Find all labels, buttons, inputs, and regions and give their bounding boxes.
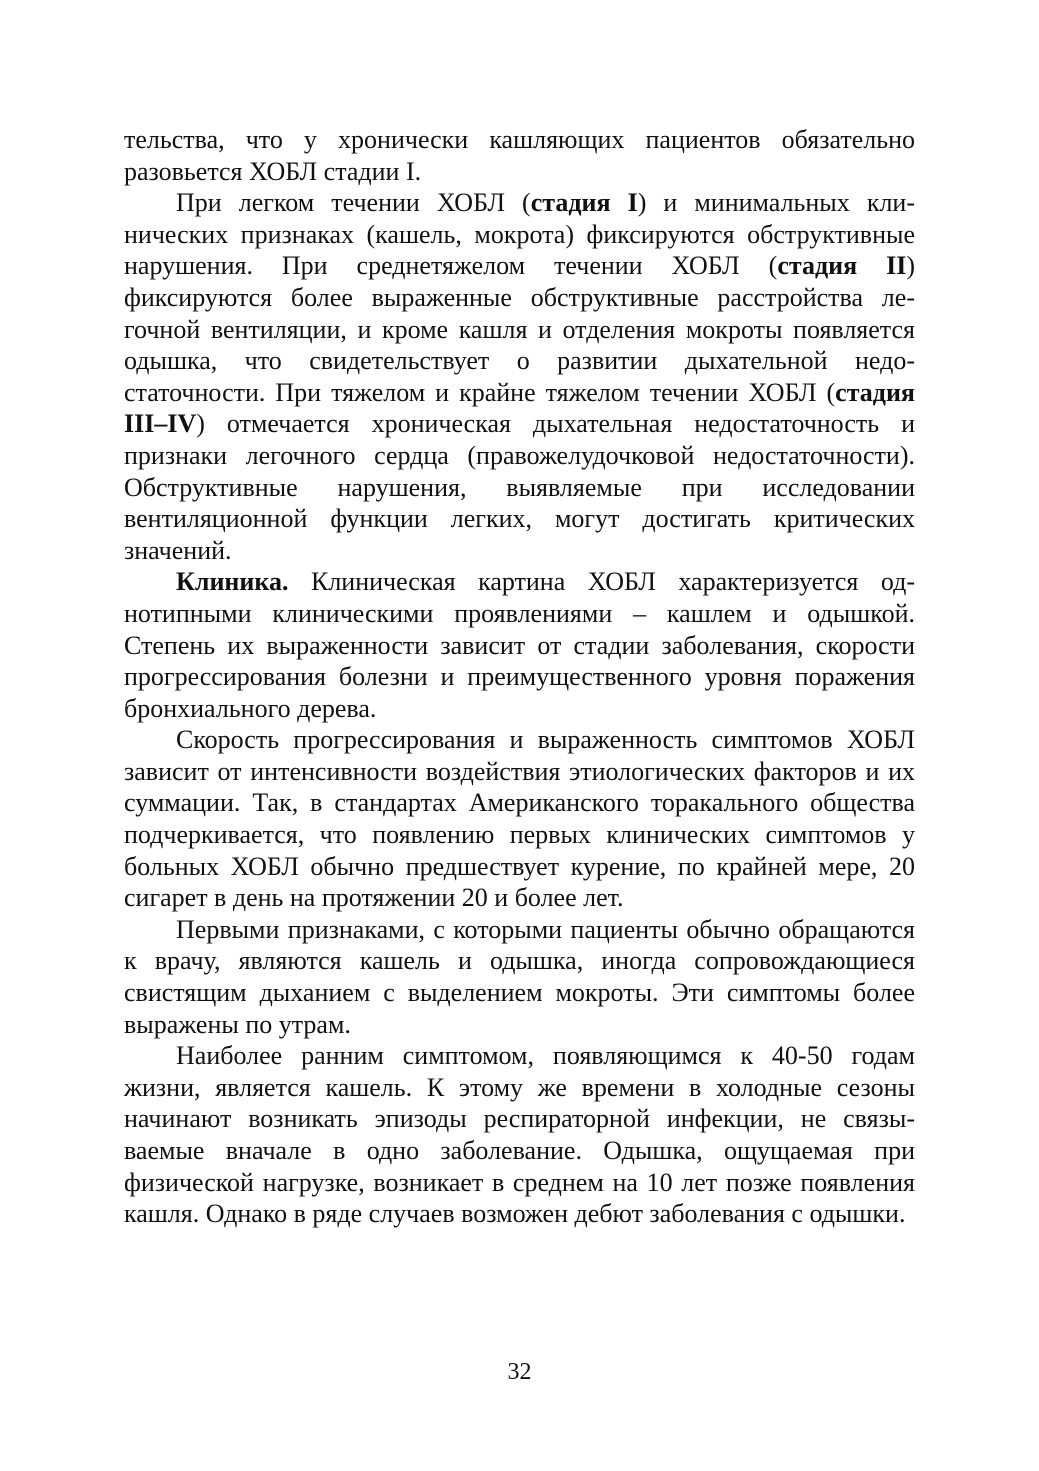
section-heading-clinic: Клиника. xyxy=(176,567,289,597)
paragraph-continuation: тельства, что у хронически кашляющих пациентов обязательно разовьется ХОБЛ стадии I. xyxy=(124,125,915,186)
stage-1-term: стадия I xyxy=(530,188,638,218)
paragraph-first-signs: Первыми признаками, с которыми пациенты обычно обращаются к врачу, являются кашель и одышка, иногда сопровождающиеся свистящим дыханием с выделением мокроты. Эти симптомы более выражены по утрам. xyxy=(124,914,915,1039)
page-body xyxy=(124,124,915,1230)
paragraph-clinic xyxy=(124,566,915,724)
paragraph-progression: Скорость прогрессирования и выраженность симптомов ХОБЛ зависит от интенсивности воздействия этиологических факторов и их суммации. Так, в стандартах Американского торакального общества подчеркивается, что появлению первых клинических симптомов у больных ХОБЛ обычно предшествует курение, по крайней мере, 20 сигарет в день на протяжении 20 и более лет. xyxy=(124,725,915,913)
stage-3-4-term: стадия III–IV xyxy=(124,377,915,439)
paragraph-stages-text-4: ) отмечается хроническая дыхательная недостаточность и признаки легочного сердца (правожелудочковой недостаточности). Обструктивные нарушения, выявляемые при исследовании вентиляционной функции легких, могут достигать критических значений. xyxy=(124,409,915,565)
paragraph-stages-text-3: ) фиксируются более выраженные обструктивные расстройства легочной вентиляции, и кроме кашля и отделения мокроты появляется одышка, что свидетельствует о развитии дыхательной недостаточности. При тяжелом и крайне тяжелом течении ХОБЛ ( xyxy=(124,251,915,407)
paragraph-stages-text-2: ) и минимальных клинических признаках (кашель, мокрота) фиксируются обструктивные нарушения. При среднетяжелом течении ХОБЛ ( xyxy=(124,188,916,281)
stage-2-term: стадия II xyxy=(777,251,907,281)
paragraph-earliest-symptom: Наиболее ранним симптомом, появляющимся к 40-50 годам жизни, является кашель. К этому же времени в холодные сезоны начинают возникать эпизоды респираторной инфекции, не связываемые вначале в одно заболевание. Одышка, ощущаемая при физической нагрузке, возникает в среднем на 10 лет позже появления кашля. Однако в ряде случаев возможен дебют заболевания с одышки. xyxy=(124,1041,915,1229)
paragraph-clinic-text: Клиническая картина ХОБЛ характеризуется однотипными клиническими проявлениями – кашлем и одышкой. Степень их выраженности зависит от стадии заболевания, скорости прогрессирования болезни и преимущественного уровня поражения бронхиального дерева. xyxy=(124,567,915,723)
paragraph-stages xyxy=(124,187,915,566)
paragraph-stages-text-1: При легком течении ХОБЛ ( xyxy=(176,188,531,218)
page-number: 32 xyxy=(507,1359,532,1385)
